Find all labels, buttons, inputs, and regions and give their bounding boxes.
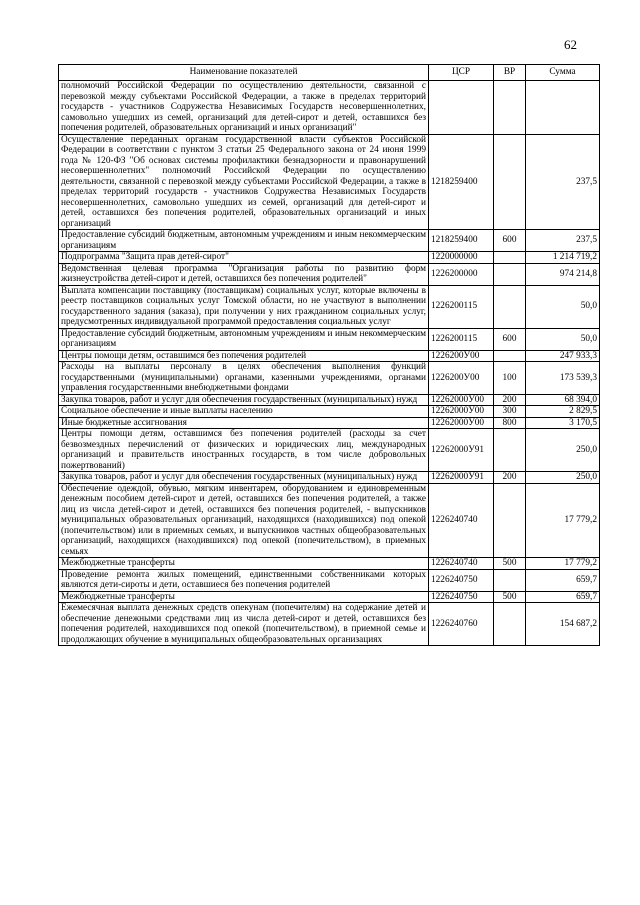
table-row — [59, 263, 600, 285]
row-sum: 974 214,8 — [526, 263, 600, 285]
row-name: Осуществление переданных органам государственной власти субъектов Российской Федерации в соответствии с пунктом 3 статьи 25 Федерального закона от 24 июня 1999 года № 120-ФЗ "Об основах системы профилактики безнадзорности и правонарушений несовершеннолетних" полномочий Российской Федерации по осуществлению деятельности, связанной с перевозкой между субъектами Российской Федерации, а также в пределах территорий государств - участников Содружества Независимых Государств несовершеннолетних, самовольно ушедших из семей, организаций для детей-сирот и детей, оставшихся без попечения родителей, образовательных организаций и иных организаций — [59, 134, 429, 230]
row-csr — [429, 81, 494, 135]
header-sum: Сумма — [526, 65, 600, 81]
row-vr — [494, 252, 526, 264]
table-row — [59, 350, 600, 362]
table-header-row — [59, 65, 600, 81]
table-row — [59, 603, 600, 646]
row-csr: 12262000У91 — [429, 429, 494, 472]
row-vr — [494, 350, 526, 362]
row-csr: 1226200115 — [429, 285, 494, 328]
row-csr: 1226240750 — [429, 591, 494, 603]
row-vr: 200 — [494, 472, 526, 484]
row-name: Расходы на выплаты персоналу в целях обеспечения выполнения функций государственными (муниципальными) органами, казенными учреждениями, органами управления государственными внебюджетными фондами — [59, 362, 429, 395]
row-csr: 1226240740 — [429, 558, 494, 570]
row-name: Ведомственная целевая программа "Организация работы по развитию форм жизнеустройства детей-сирот и детей, оставшихся без попечения родителей" — [59, 263, 429, 285]
row-vr — [494, 285, 526, 328]
row-sum: 173 539,3 — [526, 362, 600, 395]
header-name: Наименование показателей — [59, 65, 429, 81]
row-name: Подпрограмма "Защита прав детей-сирот" — [59, 252, 429, 264]
row-name: Проведение ремонта жилых помещений, единственными собственниками которых являются дети-сироты и дети, оставшиеся без попечения родителей — [59, 569, 429, 591]
budget-table — [58, 64, 600, 646]
row-vr — [494, 429, 526, 472]
table-row — [59, 429, 600, 472]
row-sum: 3 170,5 — [526, 417, 600, 429]
row-csr: 1226240760 — [429, 603, 494, 646]
row-sum: 250,0 — [526, 429, 600, 472]
row-name: Центры помощи детям, оставшимся без попечения родителей — [59, 350, 429, 362]
row-csr: 1226240740 — [429, 483, 494, 558]
row-csr: 12262000У00 — [429, 394, 494, 406]
row-vr: 500 — [494, 591, 526, 603]
row-csr: 1218259400 — [429, 134, 494, 230]
table-row — [59, 81, 600, 135]
table-row — [59, 394, 600, 406]
table-row — [59, 417, 600, 429]
table-row — [59, 591, 600, 603]
page-number: 62 — [564, 37, 577, 52]
row-csr: 1220000000 — [429, 252, 494, 264]
row-vr: 800 — [494, 417, 526, 429]
row-name: полномочий Российской Федерации по осуществлению деятельности, связанной с перевозкой между субъектами Российской Федерации, а также в пределах территорий государств - участников Содружества Независимых Государств несовершеннолетних, самовольно ушедших из семей, организаций для детей-сирот и детей, оставшихся без попечения родителей, образовательных организаций и иных организаций" — [59, 81, 429, 135]
row-csr: 1226200У00 — [429, 350, 494, 362]
row-vr: 300 — [494, 406, 526, 418]
row-vr: 500 — [494, 558, 526, 570]
row-csr: 12262000У91 — [429, 472, 494, 484]
row-name: Закупка товаров, работ и услуг для обеспечения государственных (муниципальных) нужд — [59, 472, 429, 484]
row-csr: 1226240750 — [429, 569, 494, 591]
header-vr: ВР — [494, 65, 526, 81]
row-sum: 154 687,2 — [526, 603, 600, 646]
row-vr — [494, 81, 526, 135]
row-vr: 100 — [494, 362, 526, 395]
table-row — [59, 285, 600, 328]
table-row — [59, 252, 600, 264]
table-row — [59, 472, 600, 484]
row-sum: 250,0 — [526, 472, 600, 484]
row-name: Закупка товаров, работ и услуг для обеспечения государственных (муниципальных) нужд — [59, 394, 429, 406]
table-row — [59, 134, 600, 230]
row-vr: 600 — [494, 328, 526, 350]
table-row — [59, 362, 600, 395]
row-vr — [494, 603, 526, 646]
row-sum: 659,7 — [526, 591, 600, 603]
row-name: Выплата компенсации поставщику (поставщикам) социальных услуг, которые включены в реестр поставщиков социальных услуг Томской области, но не участвуют в выполнении государственного задания (заказа), при получении у них гражданином социальных услуг, предусмотренных индивидуальной программой предоставления социальных услуг — [59, 285, 429, 328]
row-name: Межбюджетные трансферты — [59, 558, 429, 570]
row-sum: 247 933,3 — [526, 350, 600, 362]
row-sum: 237,5 — [526, 134, 600, 230]
row-name: Предоставление субсидий бюджетным, автономным учреждениям и иным некоммерческим организациям — [59, 230, 429, 252]
row-name: Социальное обеспечение и иные выплаты населению — [59, 406, 429, 418]
row-sum — [526, 81, 600, 135]
row-sum: 50,0 — [526, 285, 600, 328]
row-name: Иные бюджетные ассигнования — [59, 417, 429, 429]
row-sum: 237,5 — [526, 230, 600, 252]
row-vr — [494, 483, 526, 558]
row-name: Ежемесячная выплата денежных средств опекунам (попечителям) на содержание детей и обеспечение денежными средствами лиц из числа детей-сирот и детей, оставшихся без попечения родителей, находившихся под опекой (попечительством), в приемной семье и продолжающих обучение в муниципальных общеобразовательных организациях — [59, 603, 429, 646]
table-row — [59, 230, 600, 252]
row-csr: 12262000У00 — [429, 406, 494, 418]
row-sum: 17 779,2 — [526, 558, 600, 570]
row-name: Предоставление субсидий бюджетным, автономным учреждениям и иным некоммерческим организациям — [59, 328, 429, 350]
row-vr: 600 — [494, 230, 526, 252]
table-row — [59, 483, 600, 558]
row-sum: 68 394,0 — [526, 394, 600, 406]
row-csr: 1226200115 — [429, 328, 494, 350]
row-name: Обеспечение одеждой, обувью, мягким инвентарем, оборудованием и единовременным денежным пособием детей-сирот и детей, оставшихся без попечения родителей, а также лиц из числа детей-сирот и детей, оставшихся без попечения родителей, - выпускников муниципальных образовательных организаций, находящихся (находившихся) под опекой (попечительством) или в приемных семьях, и выпускников частных общеобразовательных организаций, находящихся (находившихся) под опекой (попечительством), в приемных семьях — [59, 483, 429, 558]
row-csr: 1218259400 — [429, 230, 494, 252]
row-vr — [494, 134, 526, 230]
row-csr: 12262000У00 — [429, 417, 494, 429]
row-sum: 1 214 719,2 — [526, 252, 600, 264]
row-vr — [494, 263, 526, 285]
row-csr: 1226200У00 — [429, 362, 494, 395]
row-sum: 2 829,5 — [526, 406, 600, 418]
row-sum: 659,7 — [526, 569, 600, 591]
row-name: Центры помощи детям, оставшимся без попечения родителей (расходы за счет безвозмездных перечислений от физических и юридических лиц, международных организаций и правительств иностранных государств, в том числе добровольных пожертвований) — [59, 429, 429, 472]
row-name: Межбюджетные трансферты — [59, 591, 429, 603]
row-vr: 200 — [494, 394, 526, 406]
row-vr — [494, 569, 526, 591]
table-row — [59, 328, 600, 350]
table-row — [59, 558, 600, 570]
table-row — [59, 406, 600, 418]
row-sum: 17 779,2 — [526, 483, 600, 558]
header-csr: ЦСР — [429, 65, 494, 81]
row-sum: 50,0 — [526, 328, 600, 350]
table-row — [59, 569, 600, 591]
row-csr: 1226200000 — [429, 263, 494, 285]
